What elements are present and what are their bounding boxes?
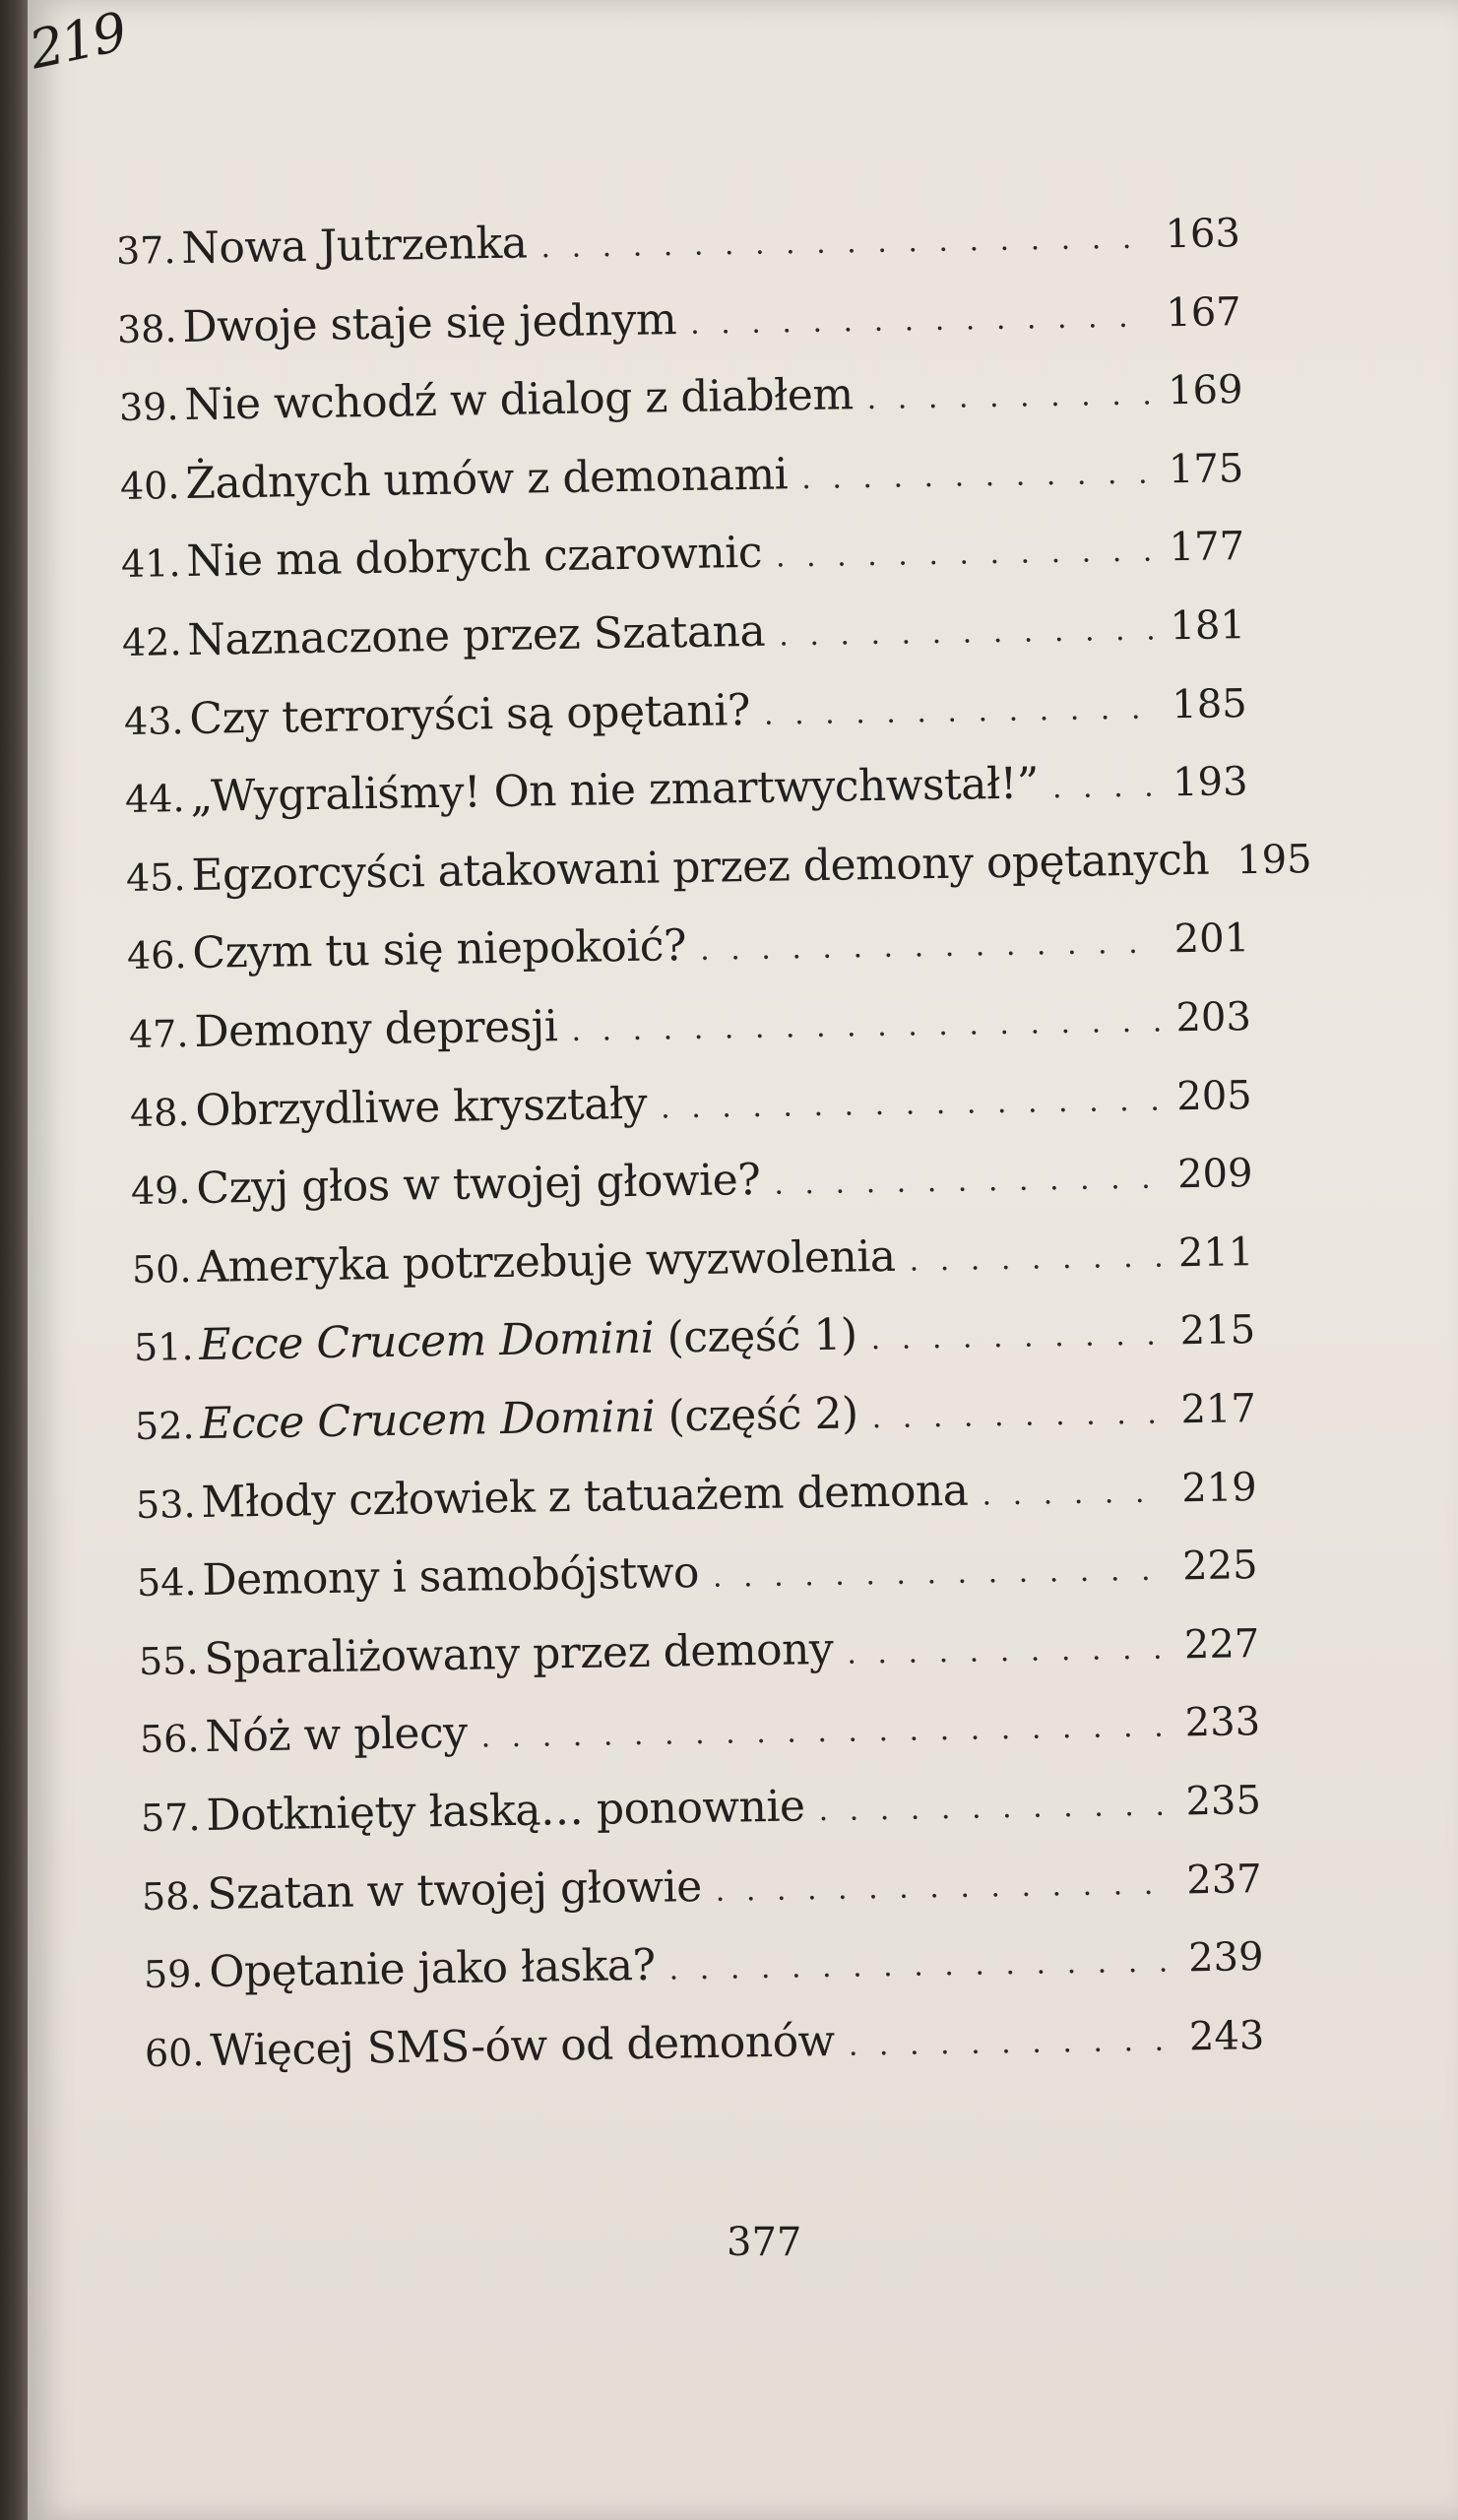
toc-entry-number: 56.	[139, 1717, 200, 1762]
toc-entry-number: 57.	[140, 1796, 201, 1840]
dot-leader	[700, 926, 1161, 968]
toc-entry	[131, 1147, 1253, 1215]
toc-entry-title: „Wygraliśmy! On nie zmartwychwstał!”	[189, 758, 1040, 823]
toc-entry-title: Żadnych umów z demonami	[184, 449, 789, 509]
toc-entry	[134, 1382, 1256, 1450]
toc-entry-page: 201	[1173, 915, 1250, 963]
toc-entry	[122, 598, 1246, 666]
toc-entry-number: 43.	[123, 698, 184, 743]
toc-entry-number: 54.	[136, 1560, 198, 1606]
toc-entry-title: Sparaliżowany przez demony	[203, 1623, 834, 1684]
dot-leader	[779, 612, 1157, 653]
dot-leader	[716, 1866, 1173, 1908]
toc-entry-number: 37.	[115, 228, 176, 273]
toc-entry	[119, 442, 1243, 510]
toc-entry-title	[199, 1310, 857, 1370]
toc-entry-title: Naznaczone przez Szatana	[187, 605, 766, 665]
toc-entry-title-italic: Ecce Crucem Domini	[199, 1391, 656, 1449]
toc-entry	[132, 1226, 1254, 1293]
toc-entry-page: 225	[1182, 1543, 1259, 1590]
handwritten-corner-note: 219	[24, 0, 131, 82]
dot-leader	[870, 1318, 1167, 1357]
dot-leader	[910, 1239, 1166, 1278]
toc-entry-title: Młody człowiek z tatuażem demona	[201, 1465, 969, 1528]
toc-entry-number: 41.	[120, 541, 181, 587]
toc-entry	[124, 755, 1247, 823]
toc-entry	[116, 207, 1241, 275]
toc-entry-page: 167	[1166, 288, 1242, 336]
toc-entry-page: 203	[1174, 994, 1251, 1041]
toc-entry-number: 58.	[141, 1873, 203, 1919]
dot-leader	[690, 299, 1153, 341]
dot-leader	[668, 1945, 1174, 1987]
toc-entry-number: 60.	[144, 2030, 205, 2075]
toc-entry	[121, 520, 1245, 588]
dot-leader	[982, 1475, 1168, 1512]
toc-entry-number: 40.	[119, 463, 180, 508]
toc-entry-title: Demony depresji	[193, 1001, 558, 1057]
toc-entry-title: Nie wchodź w dialog z diabłem	[183, 369, 854, 431]
dot-leader	[763, 691, 1158, 731]
toc-entry-page: 163	[1165, 211, 1241, 258]
toc-entry-page: 227	[1183, 1620, 1260, 1669]
toc-entry-title-rest: (część 2)	[654, 1388, 858, 1442]
dot-leader	[866, 378, 1154, 417]
dot-leader	[847, 1631, 1171, 1670]
toc-entry-number: 55.	[138, 1638, 199, 1683]
toc-entry-title: Nowa Jutrzenka	[181, 218, 528, 274]
toc-entry-title: Obrzydliwe kryształy	[194, 1078, 648, 1136]
toc-entry-page: 193	[1172, 759, 1248, 806]
toc-entry-title: Czy terroryści są opętani?	[188, 684, 750, 744]
toc-entry-page: 233	[1184, 1699, 1261, 1746]
toc-entry-page: 243	[1188, 2012, 1265, 2060]
dot-leader	[801, 456, 1155, 496]
dot-leader	[774, 1162, 1164, 1202]
toc-entry-number: 39.	[118, 385, 179, 430]
toc-entry-title: Czyj głos w twojej głowie?	[196, 1155, 761, 1215]
toc-entry	[128, 990, 1251, 1058]
toc-entry-number: 46.	[126, 933, 188, 978]
toc-entry-page: 175	[1168, 445, 1244, 493]
page-number: 377	[727, 2220, 802, 2265]
dot-leader	[480, 1710, 1172, 1755]
toc-entry-page: 219	[1180, 1464, 1258, 1511]
dot-leader	[661, 1083, 1164, 1125]
dot-leader	[871, 1397, 1167, 1436]
toc-entry-page: 215	[1178, 1307, 1255, 1354]
toc-entry-number: 47.	[128, 1012, 189, 1056]
toc-entry-page: 209	[1176, 1151, 1253, 1198]
dot-leader	[713, 1553, 1170, 1595]
toc-entry	[133, 1304, 1255, 1372]
toc-entry-page: 205	[1175, 1072, 1252, 1119]
toc-entry-number: 44.	[124, 777, 185, 822]
toc-entry-number: 59.	[143, 1952, 204, 1997]
toc-entry-number: 48.	[129, 1090, 190, 1135]
dot-leader	[571, 1005, 1163, 1048]
toc-entry-number: 42.	[121, 620, 183, 664]
toc-entry	[136, 1461, 1257, 1529]
toc-entry-number: 49.	[130, 1168, 191, 1214]
toc-entry-page: 185	[1171, 680, 1247, 727]
toc-entry	[118, 363, 1242, 431]
toc-entry-number: 38.	[116, 306, 178, 351]
toc-entry	[144, 2009, 1264, 2077]
dot-leader	[848, 2023, 1175, 2062]
toc-entry-number: 45.	[125, 854, 186, 900]
toc-entry-page: 237	[1186, 1856, 1263, 1903]
toc-entry-page: 211	[1177, 1228, 1254, 1277]
dot-leader	[1223, 847, 1224, 881]
toc-entry-title: Opętanie jako łaska?	[208, 1940, 656, 1998]
table-of-contents	[28, 0, 1458, 2520]
toc-entry-title: Ameryka potrzebuje wyzwolenia	[197, 1230, 897, 1292]
toc-entry-page: 195	[1236, 836, 1312, 884]
toc-entry	[123, 677, 1246, 745]
toc-entry-title: Szatan w twojej głowie	[207, 1860, 703, 1920]
toc-entry-page: 239	[1187, 1934, 1264, 1982]
toc-entry	[137, 1539, 1258, 1606]
toc-entry	[142, 1853, 1262, 1921]
toc-entry	[139, 1696, 1260, 1764]
toc-entry-number: 53.	[135, 1481, 196, 1527]
dot-leader	[776, 535, 1156, 575]
toc-entry	[127, 912, 1250, 979]
dot-leader	[818, 1789, 1173, 1829]
toc-entry-page: 235	[1185, 1778, 1262, 1825]
toc-entry-title-rest: (część 1)	[653, 1309, 857, 1364]
toc-entry	[143, 1930, 1263, 1998]
toc-entry-title: Więcej SMS-ów od demonów	[209, 2015, 835, 2076]
toc-entry-page: 177	[1169, 524, 1245, 571]
toc-entry-page: 217	[1179, 1386, 1256, 1433]
book-page	[24, 0, 1458, 2520]
toc-entry-title: Demony i samobójstwo	[202, 1547, 700, 1606]
toc-entry-title-italic: Ecce Crucem Domini	[198, 1313, 655, 1371]
toc-entry-title: Dotknięty łaską… ponownie	[206, 1781, 805, 1841]
toc-entry-page: 169	[1167, 367, 1243, 414]
toc-entry-title: Nóż w plecy	[204, 1708, 468, 1763]
dot-leader	[540, 220, 1152, 265]
toc-entry-title: Dwoje staje się jednym	[182, 293, 677, 352]
toc-entry	[125, 834, 1312, 902]
toc-entry	[141, 1774, 1262, 1842]
toc-entry	[129, 1069, 1251, 1137]
toc-entry-title	[200, 1388, 858, 1448]
toc-entry-number: 50.	[131, 1246, 193, 1292]
toc-entry-number: 51.	[133, 1325, 194, 1370]
toc-entry	[138, 1617, 1259, 1685]
toc-entry-title: Egzorcyści atakowani przez demony opętanych	[191, 834, 1210, 901]
toc-entry	[117, 285, 1241, 353]
toc-entry-title: Nie ma dobrych czarownic	[186, 528, 763, 588]
toc-entry-page: 181	[1170, 602, 1246, 650]
toc-entry-title: Czym tu się niepokoić?	[192, 920, 687, 979]
toc-entry-number: 52.	[134, 1404, 195, 1448]
dot-leader	[1051, 770, 1159, 806]
